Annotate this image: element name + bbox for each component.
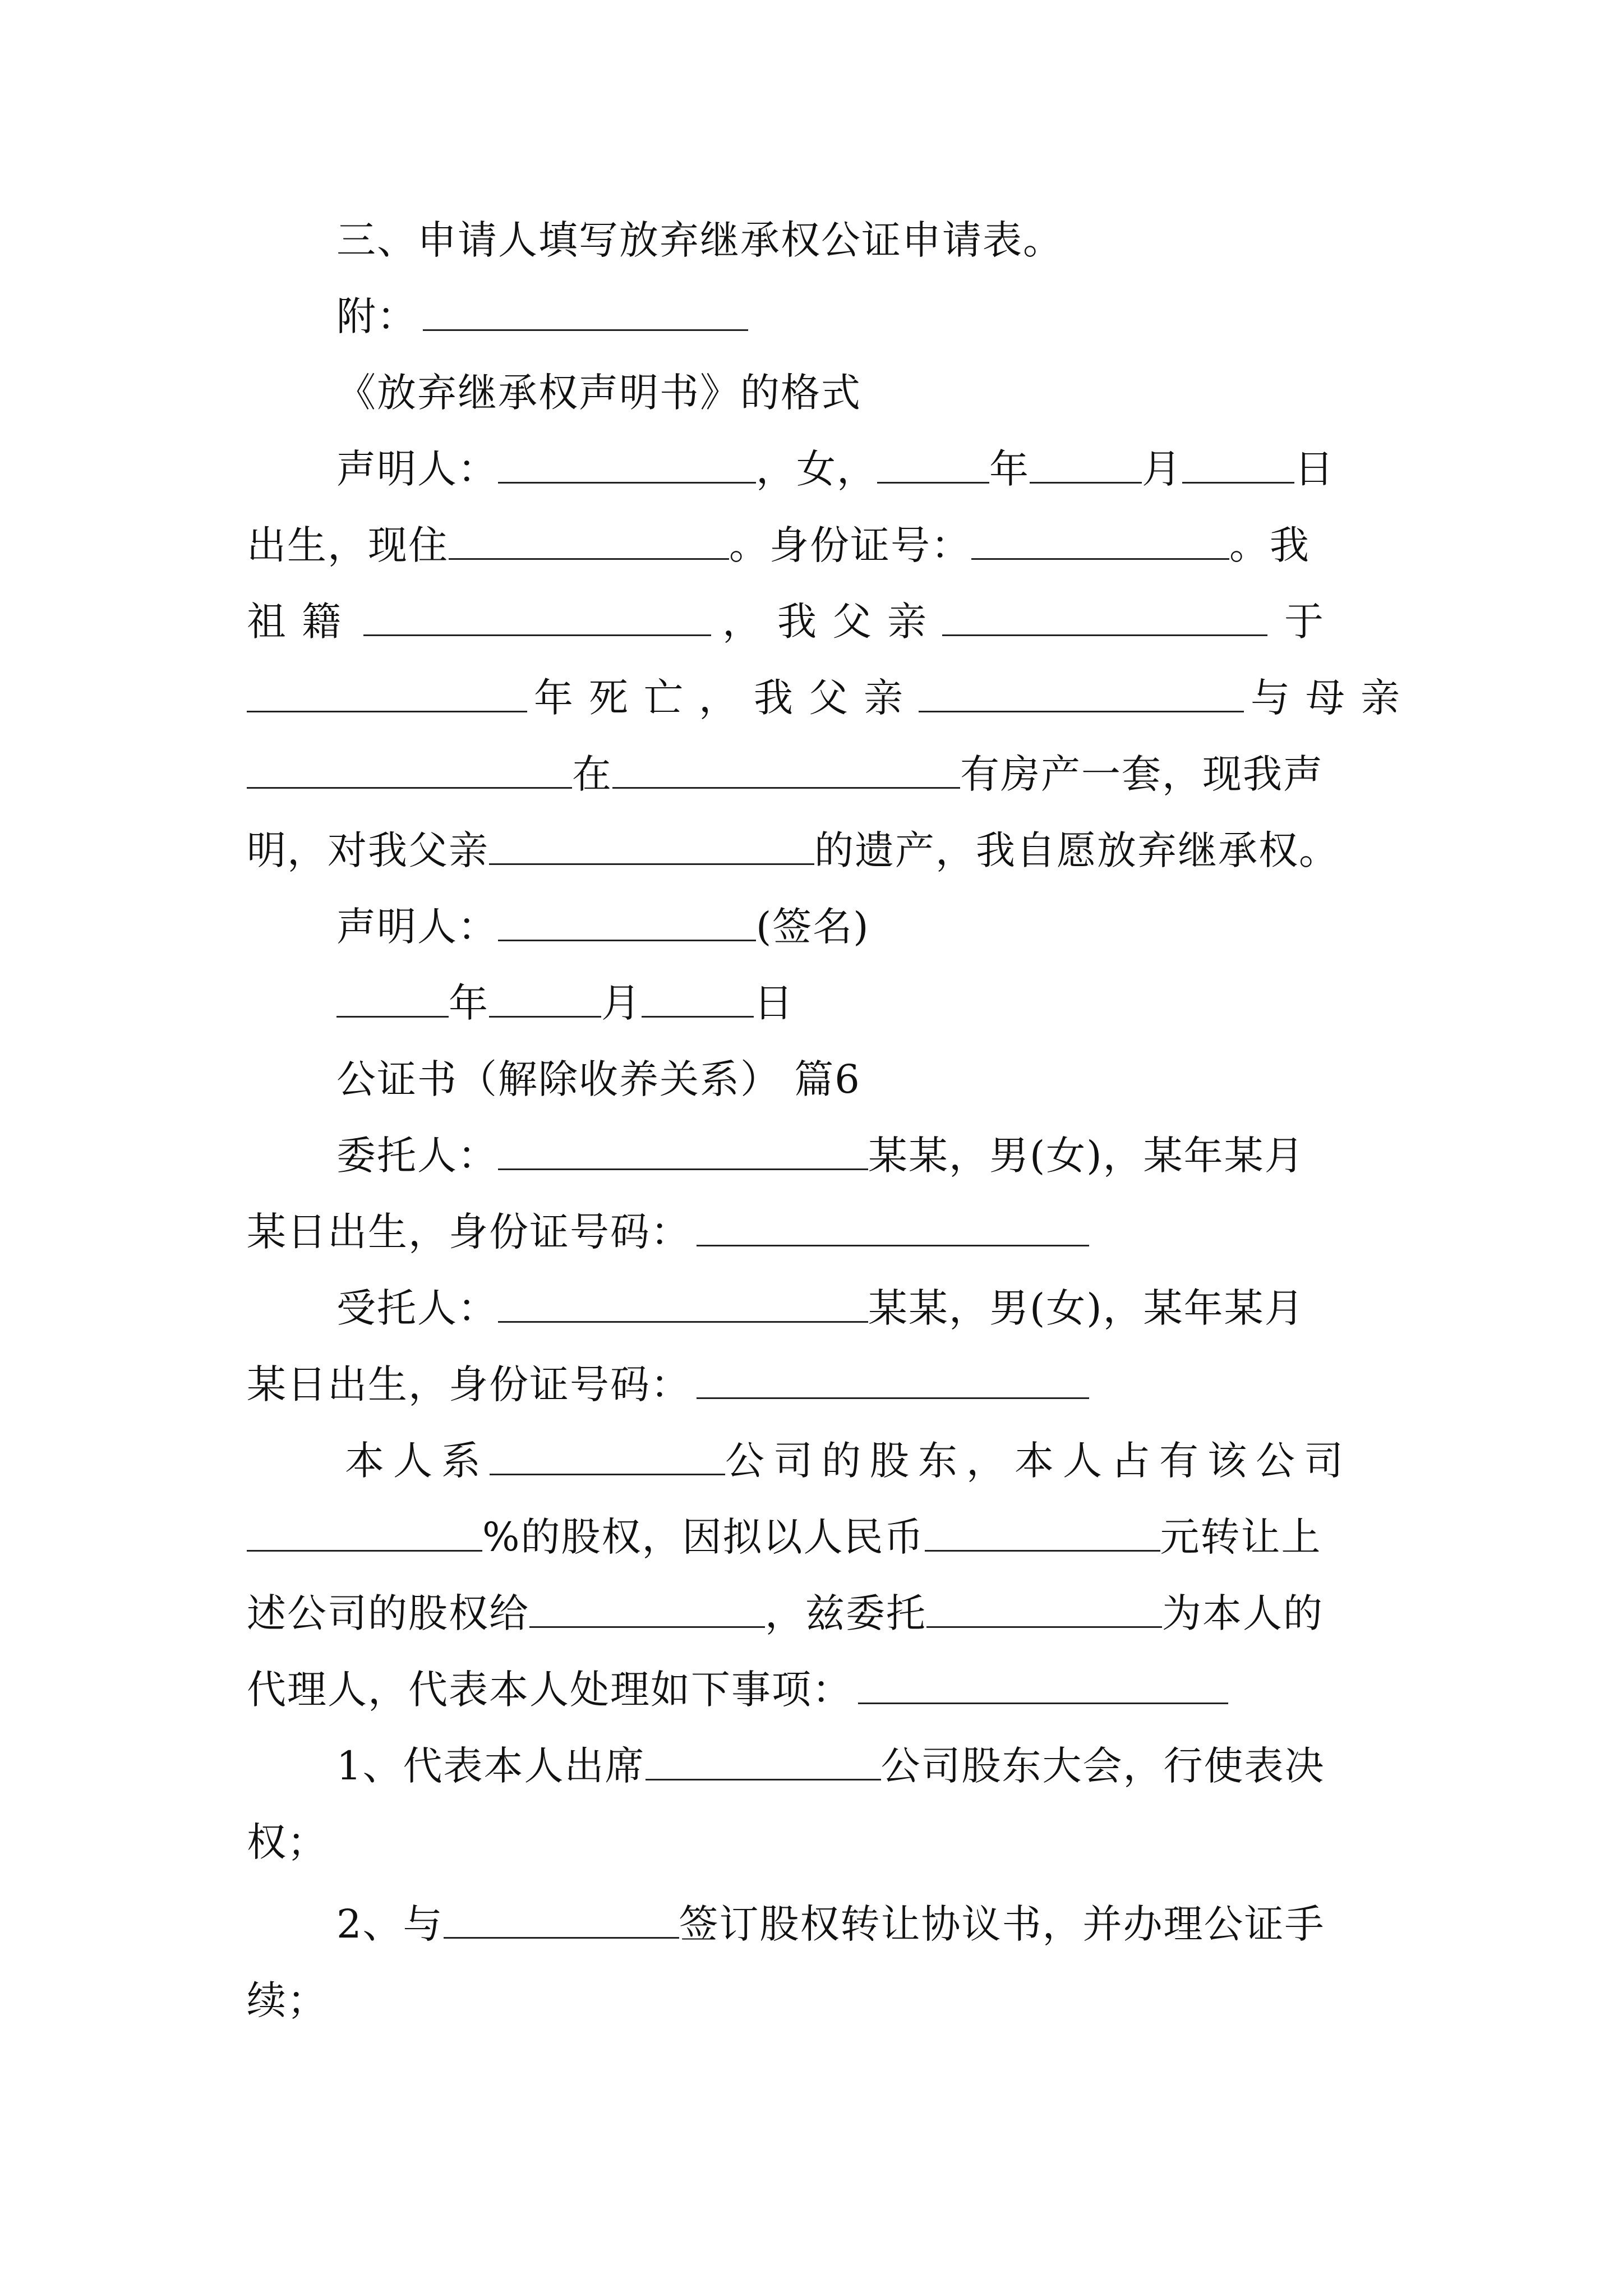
fill-blank bbox=[498, 1282, 868, 1323]
line-text: 的遗产，我自愿放弃继承权。 bbox=[814, 827, 1339, 873]
fill-blank bbox=[1030, 443, 1142, 484]
doc-line-9 bbox=[247, 812, 1385, 889]
fill-blank bbox=[336, 977, 449, 1018]
line-text: ，女， bbox=[756, 446, 877, 492]
doc-line-20 bbox=[247, 1651, 1385, 1728]
doc-line-7 bbox=[247, 660, 1415, 736]
line-text: 签订股权转让协议书，并办理公证手 bbox=[679, 1901, 1325, 1947]
doc-line-1 bbox=[247, 202, 1385, 278]
line-text: 续； bbox=[247, 1977, 328, 2023]
fill-blank bbox=[942, 595, 1267, 636]
fill-blank bbox=[247, 1511, 482, 1552]
line-text: ，我父亲 bbox=[722, 599, 942, 645]
line-text: 日 bbox=[754, 980, 794, 1026]
fill-blank bbox=[423, 290, 748, 331]
line-text: 有房产一套，现我声 bbox=[960, 751, 1324, 797]
doc-line-6 bbox=[247, 583, 1385, 660]
line-text: 。身份证号： bbox=[729, 522, 971, 568]
line-text: 1、代表本人出席 bbox=[336, 1743, 645, 1789]
line-text: 年死亡，我父亲 bbox=[534, 675, 919, 721]
line-text: 三、申请人填写放弃继承权公证申请表。 bbox=[336, 217, 1063, 263]
doc-line-2 bbox=[247, 278, 1385, 355]
doc-line-24 bbox=[247, 1962, 1385, 2039]
line-text: 某某，男(女)，某年某月 bbox=[868, 1285, 1305, 1331]
fill-blank bbox=[926, 1587, 1162, 1628]
fill-blank bbox=[498, 900, 756, 941]
line-text: 明，对我父亲 bbox=[247, 827, 489, 873]
line-text: 附： bbox=[336, 293, 417, 339]
doc-line-21 bbox=[247, 1728, 1385, 1804]
fill-blank bbox=[247, 748, 572, 789]
doc-line-8 bbox=[247, 736, 1385, 812]
fill-blank bbox=[697, 1358, 1089, 1399]
line-text: 《放弃继承权声明书》的格式 bbox=[336, 370, 861, 416]
line-text: ，兹委托 bbox=[765, 1590, 926, 1636]
fill-blank bbox=[489, 977, 601, 1018]
fill-blank bbox=[490, 1434, 725, 1475]
fill-blank bbox=[925, 1511, 1160, 1552]
line-text: 声明人： bbox=[336, 446, 498, 492]
doc-line-22 bbox=[247, 1804, 1385, 1880]
line-text: 委托人： bbox=[336, 1133, 498, 1179]
doc-line-15 bbox=[247, 1270, 1385, 1346]
doc-line-17 bbox=[247, 1423, 1385, 1499]
fill-blank bbox=[858, 1663, 1228, 1704]
line-text: 某日出生，身份证号码： bbox=[247, 1209, 691, 1255]
doc-line-14 bbox=[247, 1194, 1385, 1270]
document-page bbox=[247, 202, 1415, 2039]
line-text: 月 bbox=[1142, 446, 1182, 492]
line-text: 月 bbox=[601, 980, 642, 1026]
line-text: 本人系 bbox=[345, 1438, 490, 1484]
line-text: 与母亲 bbox=[1251, 675, 1415, 721]
fill-blank bbox=[642, 977, 754, 1018]
doc-line-13 bbox=[247, 1117, 1385, 1194]
line-text: 。我 bbox=[1229, 522, 1310, 568]
fill-blank bbox=[363, 595, 711, 636]
fill-blank bbox=[1182, 443, 1294, 484]
doc-line-12 bbox=[247, 1041, 1385, 1117]
line-text: 某日出生，身份证号码： bbox=[247, 1361, 691, 1407]
line-text: 受托人： bbox=[336, 1285, 498, 1331]
fill-blank bbox=[919, 671, 1244, 712]
line-text: 公证书（解除收养关系） 篇6 bbox=[336, 1056, 861, 1102]
line-text: %的股权，因拟以人民币 bbox=[482, 1514, 925, 1560]
fill-blank bbox=[498, 443, 756, 484]
doc-line-19 bbox=[247, 1575, 1385, 1651]
line-text: 公司股东大会，行使表决 bbox=[880, 1743, 1325, 1789]
fill-blank bbox=[645, 1740, 881, 1780]
line-text: 日 bbox=[1294, 446, 1335, 492]
fill-blank bbox=[612, 748, 960, 789]
line-text: 年 bbox=[989, 446, 1030, 492]
doc-line-11 bbox=[247, 965, 1385, 1041]
line-text: (签名) bbox=[756, 904, 870, 950]
doc-line-16 bbox=[247, 1346, 1385, 1423]
line-text: 2、与 bbox=[336, 1901, 444, 1947]
line-text: 某某，男(女)，某年某月 bbox=[868, 1133, 1305, 1179]
line-text: 公司的股东，本人占有该公司 bbox=[725, 1438, 1352, 1484]
doc-line-4 bbox=[247, 431, 1385, 507]
line-text: 年 bbox=[449, 980, 489, 1026]
line-text: 述公司的股权给 bbox=[247, 1590, 529, 1636]
line-text: 元转让上 bbox=[1160, 1514, 1322, 1560]
fill-blank bbox=[489, 824, 814, 865]
fill-blank bbox=[449, 519, 729, 560]
line-text: 祖籍 bbox=[247, 599, 357, 645]
fill-blank bbox=[247, 671, 527, 712]
fill-blank bbox=[697, 1205, 1089, 1246]
fill-blank bbox=[498, 1129, 868, 1170]
line-text: 出生，现住 bbox=[247, 522, 449, 568]
line-text: 代理人，代表本人处理如下事项： bbox=[247, 1667, 852, 1713]
line-text: 为本人的 bbox=[1162, 1590, 1324, 1636]
doc-line-10 bbox=[247, 889, 1385, 965]
line-text: 于 bbox=[1284, 599, 1339, 645]
doc-line-5 bbox=[247, 507, 1385, 583]
line-text: 在 bbox=[572, 751, 612, 797]
doc-line-18 bbox=[247, 1499, 1385, 1575]
line-text: 权； bbox=[247, 1819, 328, 1865]
fill-blank bbox=[877, 443, 989, 484]
doc-line-3 bbox=[247, 355, 1385, 431]
fill-blank bbox=[971, 519, 1229, 560]
doc-line-23 bbox=[247, 1886, 1385, 1962]
fill-blank bbox=[529, 1587, 765, 1628]
fill-blank bbox=[444, 1898, 679, 1939]
line-text: 声明人： bbox=[336, 904, 498, 950]
